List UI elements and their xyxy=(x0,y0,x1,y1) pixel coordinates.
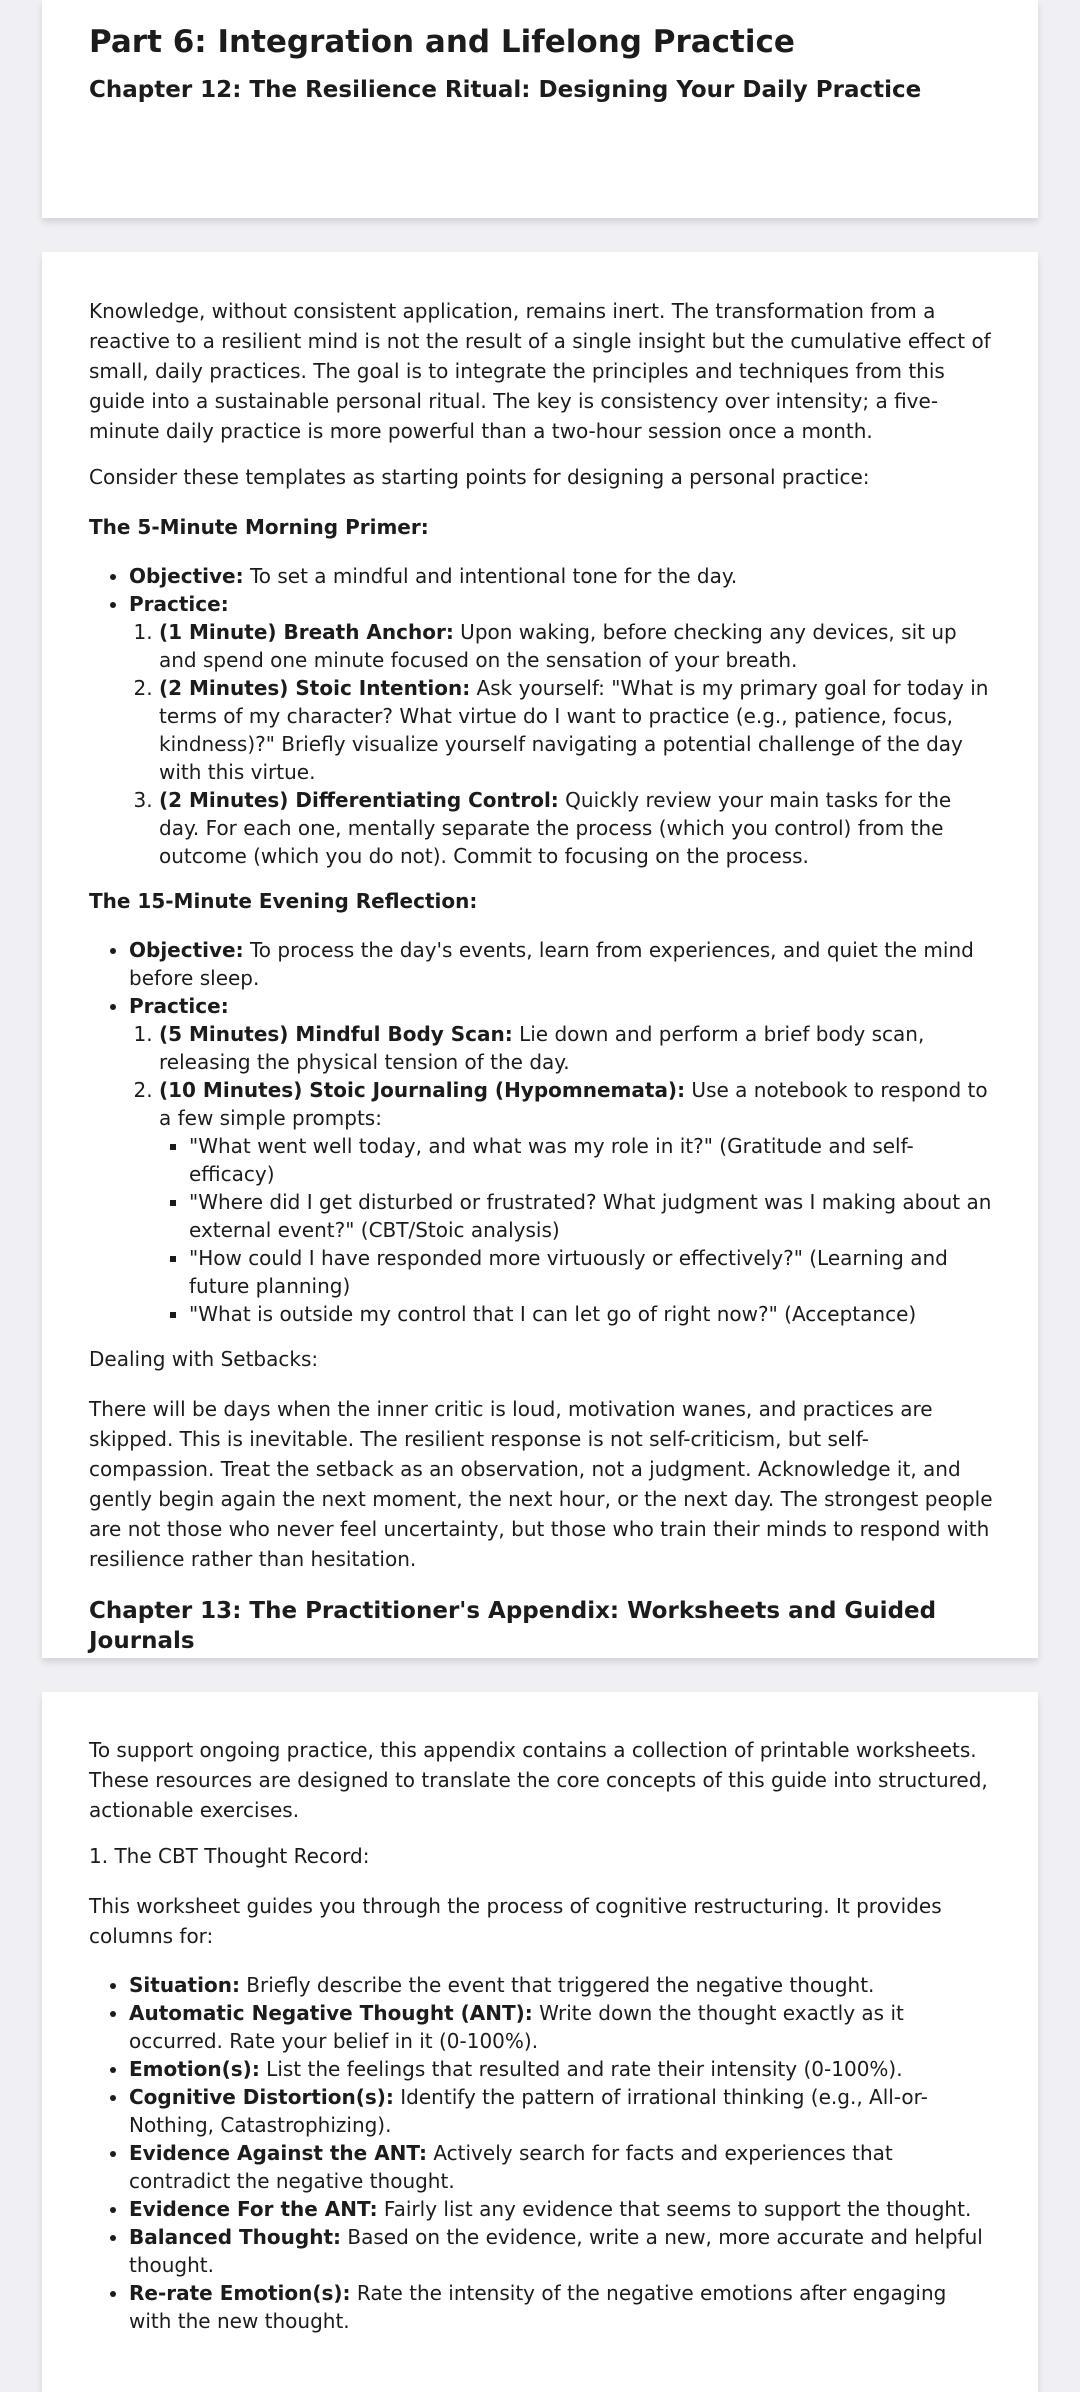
list-item: • Practice: 1. (1 Minute) Breath Anchor: Upon waking, before checking any devices, sit up and spend one minute focused on the sensation of your breath. 2. (2 Minutes) Stoic Intention: Ask yourself: "What is my primary goal for today in terms of my character? What virtue do I want to practice (e.g., patience, focus, kindness)?" Briefly visualize yourself navigating a potential challenge of the day with this virtue. 3. (2 Minutes) Differentiating Control: Quickly review your main tasks for the day. For each one, mentally separate the process (which you control) from the outcome (which you do not). Commit to focusing on the process. xyxy=(129,590,993,870)
document-page-1 xyxy=(42,0,1038,218)
morning-list xyxy=(89,562,993,870)
setbacks-paragraph: There will be days when the inner critic is loud, motivation wanes, and practices are skipped. This is inevitable. The resilient response is not self-criticism, but self-compassion. Treat the setback as an observation, not a judgment. Acknowledge it, and gently begin again the next moment, the next hour, or the next day. The strongest people are not those who never feel uncertainty, but those who train their minds to respond with resilience rather than hesitation. xyxy=(89,1397,993,1571)
list-item: 1. (1 Minute) Breath Anchor: Upon waking, before checking any devices, sit up and spend one minute focused on the sensation of your breath. xyxy=(159,618,993,674)
document-page-2 xyxy=(42,252,1038,1658)
morning-heading: The 5-Minute Morning Primer: xyxy=(89,515,429,539)
list-item: ▪ "Where did I get disturbed or frustrated? What judgment was I making about an external event?" (CBT/Stoic analysis) xyxy=(189,1188,993,1244)
chapter-12-title: Chapter 12: The Resilience Ritual: Designing Your Daily Practice xyxy=(89,77,922,103)
list-item: • Balanced Thought: Based on the evidence, write a new, more accurate and helpful thought. xyxy=(129,2223,993,2279)
list-item: • Objective: To process the day's events, learn from experiences, and quiet the mind before sleep. xyxy=(129,936,993,992)
part-title: Part 6: Integration and Lifelong Practice xyxy=(89,24,795,60)
list-item: • Cognitive Distortion(s): Identify the pattern of irrational thinking (e.g., All-or-Nothing, Catastrophizing). xyxy=(129,2083,993,2139)
chapter-13-title: Chapter 13: The Practitioner's Appendix: Worksheets and Guided Journals xyxy=(89,1598,937,1654)
intro-paragraph: Knowledge, without consistent application, remains inert. The transformation from a reactive to a resilient mind is not the result of a single insight but the cumulative effect of small, daily practices. The goal is to integrate the principles and techniques from this guide into a sustainable personal ritual. The key is consistency over intensity; a five-minute daily practice is more powerful than a two-hour session once a month. xyxy=(89,299,991,443)
document-page-3 xyxy=(42,1692,1038,2392)
list-item: • Objective: To set a mindful and intentional tone for the day. xyxy=(129,562,993,590)
evening-heading: The 15-Minute Evening Reflection: xyxy=(89,889,478,913)
list-item: 3. (2 Minutes) Differentiating Control: Quickly review your main tasks for the day. For each one, mentally separate the process (which you control) from the outcome (which you do not). Commit to focusing on the process. xyxy=(159,786,993,870)
list-item: ▪ "How could I have responded more virtuously or effectively?" (Learning and future planning) xyxy=(189,1244,993,1300)
list-item: • Emotion(s): List the feelings that resulted and rate their intensity (0-100%). xyxy=(129,2055,993,2083)
morning-steps xyxy=(129,618,993,870)
journal-prompts xyxy=(159,1132,993,1328)
cbt-columns-list xyxy=(89,1971,993,2335)
list-item: ▪ "What went well today, and what was my role in it?" (Gratitude and self-efficacy) xyxy=(189,1132,993,1188)
list-item: 1. (5 Minutes) Mindful Body Scan: Lie down and perform a brief body scan, releasing the physical tension of the day. xyxy=(159,1020,993,1076)
appendix-intro: To support ongoing practice, this appendix contains a collection of printable worksheets. These resources are designed to translate the core concepts of this guide into structured, actionable exercises. xyxy=(89,1738,988,1822)
list-item: 2. (2 Minutes) Stoic Intention: Ask yourself: "What is my primary goal for today in terms of my character? What virtue do I want to practice (e.g., patience, focus, kindness)?" Briefly visualize yourself navigating a potential challenge of the day with this virtue. xyxy=(159,674,993,786)
setbacks-heading: Dealing with Setbacks: xyxy=(89,1347,319,1371)
list-item: • Re-rate Emotion(s): Rate the intensity of the negative emotions after engaging with the new thought. xyxy=(129,2279,993,2335)
cbt-intro: This worksheet guides you through the process of cognitive restructuring. It provides columns for: xyxy=(89,1894,942,1948)
cbt-heading: 1. The CBT Thought Record: xyxy=(89,1844,370,1868)
templates-intro: Consider these templates as starting points for designing a personal practice: xyxy=(89,465,870,489)
list-item: ▪ "What is outside my control that I can let go of right now?" (Acceptance) xyxy=(189,1300,993,1328)
list-item: 2. (10 Minutes) Stoic Journaling (Hypomnemata): Use a notebook to respond to a few simple prompts: ▪ "What went well today, and what was my role in it?" (Gratitude and self-efficacy) ▪ "Where did I get disturbed or frustrated? What judgment was I making about an external event?" (CBT/Stoic analysis) ▪ "How could I have responded more virtuously or effectively?" (Learning and future planning) ▪ "What is outside my control that I can let go of right now?" (Acceptance) xyxy=(159,1076,993,1328)
evening-list xyxy=(89,936,993,1328)
list-item: • Practice: 1. (5 Minutes) Mindful Body Scan: Lie down and perform a brief body scan, releasing the physical tension of the day. 2. (10 Minutes) Stoic Journaling (Hypomnemata): Use a notebook to respond to a few simple prompts: ▪ "What went well today, and what was my role in it?" (Gratitude and self-efficacy) ▪ "Where did I get disturbed or frustrated? What judgment was I making about an external event?" (CBT/Stoic analysis) ▪ "How could I have responded more virtuously or effectively?" (Learning and future planning) ▪ "What is outside my control that I can let go of right now?" (Acceptance) xyxy=(129,992,993,1328)
list-item: • Evidence Against the ANT: Actively search for facts and experiences that contradict the negative thought. xyxy=(129,2139,993,2195)
list-item: • Evidence For the ANT: Fairly list any evidence that seems to support the thought. xyxy=(129,2195,993,2223)
list-item: • Situation: Briefly describe the event that triggered the negative thought. xyxy=(129,1971,993,1999)
list-item: • Automatic Negative Thought (ANT): Write down the thought exactly as it occurred. Rate your belief in it (0-100%). xyxy=(129,1999,993,2055)
evening-steps xyxy=(129,1020,993,1328)
